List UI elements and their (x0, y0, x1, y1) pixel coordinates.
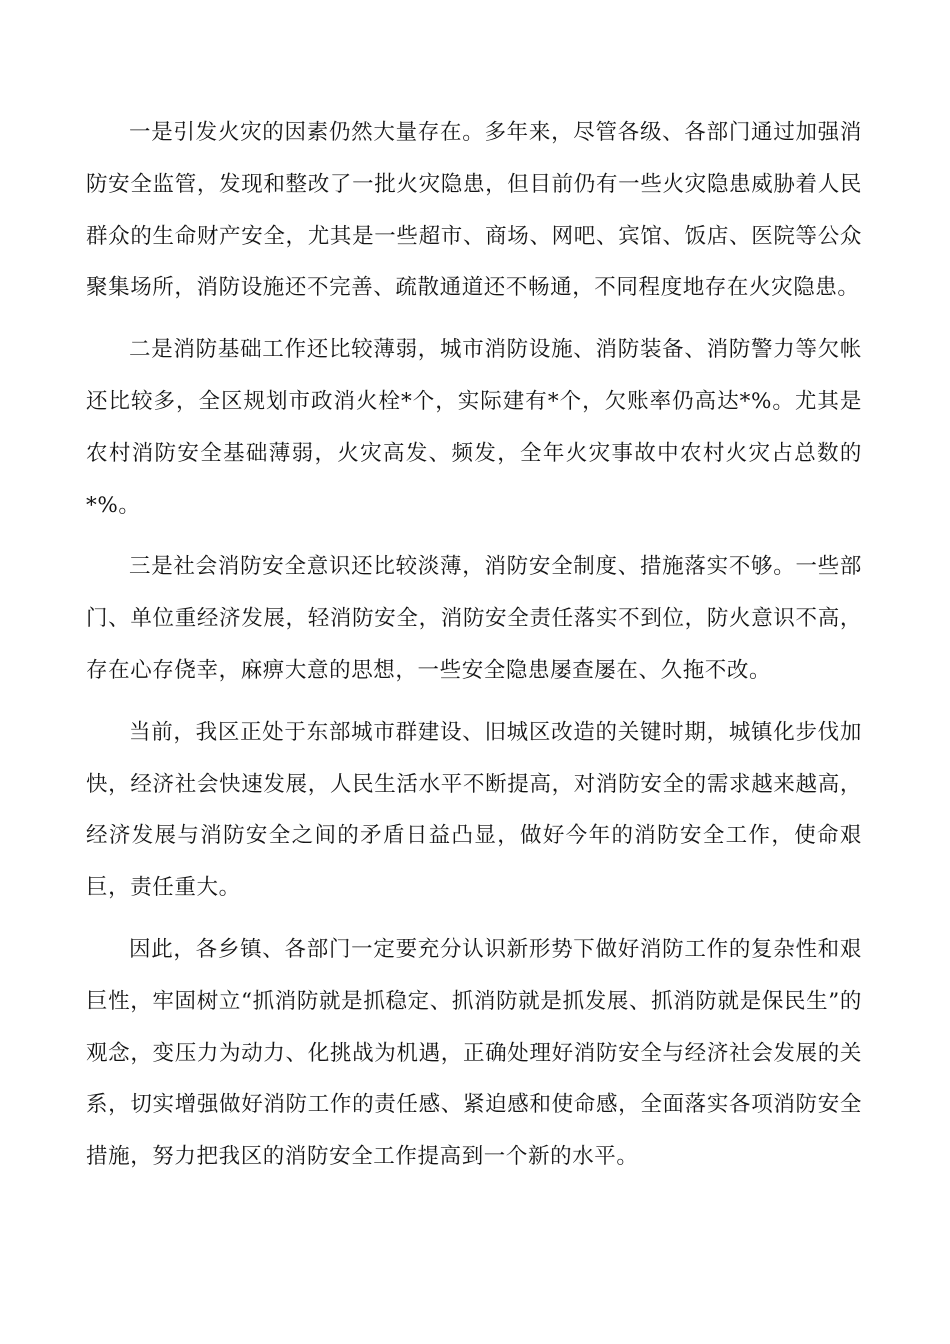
paragraph-gap (86, 531, 862, 541)
paragraph-infrastructure: 二是消防基础工作还比较薄弱，城市消防设施、消防装备、消防警力等欠帐还比较多，全区规划市政消火栓*个，实际建有*个，欠账率仍高达*%。尤其是农村消防安全基础薄弱，火灾高发、频发，全年火灾事故中农村火灾占总数的*%。 (86, 337, 862, 518)
paragraph-awareness: 三是社会消防安全意识还比较淡薄，消防安全制度、措施落实不够。一些部门、单位重经济发展，轻消防安全，消防安全责任落实不到位，防火意识不高，存在心存侥幸，麻痹大意的思想，一些安全隐患屡查屡在、久拖不改。 (86, 554, 862, 683)
paragraph-gap (86, 697, 862, 707)
document-body (86, 107, 862, 1183)
paragraph-conclusion: 因此，各乡镇、各部门一定要充分认识新形势下做好消防工作的复杂性和艰巨性，牢固树立“抓消防就是抓稳定、抓消防就是抓发展、抓消防就是保民生”的观念，变压力为动力、化挑战为机遇，正确处理好消防安全与经济社会发展的关系，切实增强做好消防工作的责任感、紧迫感和使命感，全面落实各项消防安全措施，努力把我区的消防安全工作提高到一个新的水平。 (86, 936, 862, 1170)
paragraph-gap (86, 914, 862, 924)
paragraph-gap (86, 314, 862, 324)
paragraph-fire-hazards: 一是引发火灾的因素仍然大量存在。多年来，尽管各级、各部门通过加强消防安全监管，发现和整改了一批火灾隐患，但目前仍有一些火灾隐患威胁着人民群众的生命财产安全，尤其是一些超市、商场、网吧、宾馆、饭店、医院等公众聚集场所，消防设施还不完善、疏散通道还不畅通，不同程度地存在火灾隐患。 (86, 120, 862, 301)
paragraph-current-situation: 当前，我区正处于东部城市群建设、旧城区改造的关键时期，城镇化步伐加快，经济社会快速发展，人民生活水平不断提高，对消防安全的需求越来越高，经济发展与消防安全之间的矛盾日益凸显，做好今年的消防安全工作，使命艰巨，责任重大。 (86, 719, 862, 901)
